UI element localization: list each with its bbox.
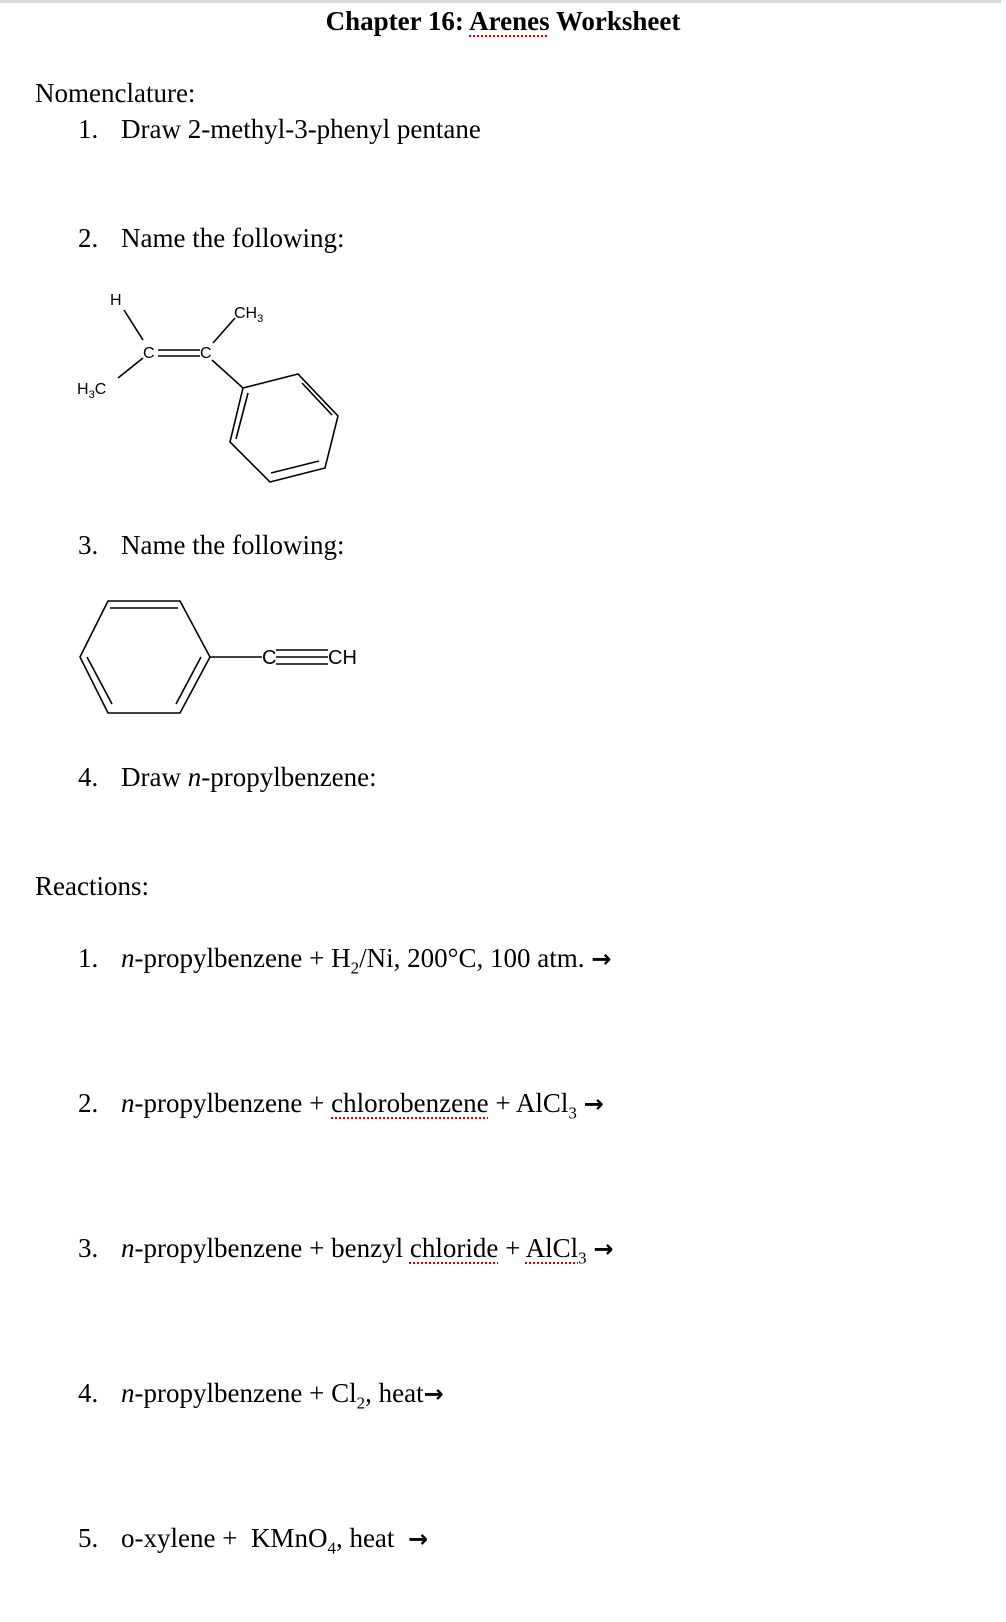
underlined-word: chlorobenzene bbox=[331, 1088, 489, 1118]
reaction-text: -propylbenzene + benzyl bbox=[134, 1233, 410, 1263]
subscript: 4 bbox=[327, 1538, 336, 1558]
reaction-number: 2. bbox=[78, 1088, 99, 1118]
question-text: Name the following: bbox=[121, 530, 345, 560]
reaction-tail: , heat bbox=[365, 1378, 424, 1408]
italic-n: n bbox=[121, 1088, 135, 1118]
right-arrow-icon: → bbox=[593, 1235, 614, 1263]
reaction-text: o-xylene + KMnO bbox=[121, 1523, 328, 1553]
question-number: 3. bbox=[78, 530, 99, 560]
question-number: 2. bbox=[78, 223, 99, 253]
reaction-number: 3. bbox=[78, 1233, 99, 1263]
title-underlined-word: Arenes bbox=[469, 6, 550, 36]
label-h3c: $H_3C$ bbox=[77, 381, 107, 401]
reaction-number: 4. bbox=[78, 1378, 99, 1408]
question-text: Name the following: bbox=[121, 223, 345, 253]
right-arrow-icon: → bbox=[407, 1525, 429, 1553]
label-ch3: $CH_3$ bbox=[234, 305, 264, 325]
reaction-5 bbox=[78, 1523, 428, 1558]
nomenclature-question-4 bbox=[78, 762, 377, 793]
italic-n: n bbox=[121, 943, 135, 973]
italic-n: n bbox=[121, 1233, 135, 1263]
question-text-post: -propylbenzene: bbox=[201, 762, 377, 792]
label-c-left: C bbox=[143, 345, 155, 362]
right-arrow-icon: → bbox=[583, 1090, 604, 1118]
label-ch: CH bbox=[328, 647, 357, 669]
reaction-number: 1. bbox=[78, 943, 99, 973]
underlined-word: chloride bbox=[409, 1233, 499, 1263]
reaction-number: 5. bbox=[78, 1523, 99, 1553]
subscript: 3 bbox=[568, 1103, 577, 1123]
reaction-mid: + bbox=[498, 1233, 526, 1263]
reaction-1 bbox=[78, 943, 611, 978]
right-arrow-icon: → bbox=[423, 1380, 444, 1408]
reaction-text: -propylbenzene + H bbox=[134, 943, 351, 973]
nomenclature-heading: Nomenclature: bbox=[35, 78, 196, 108]
reaction-4 bbox=[78, 1378, 444, 1413]
question-text-pre: Draw bbox=[121, 762, 188, 792]
question-number: 1. bbox=[78, 114, 99, 144]
label-c-right: C bbox=[200, 345, 212, 362]
subscript: 3 bbox=[578, 1248, 587, 1268]
reaction-text: -propylbenzene + bbox=[134, 1088, 332, 1118]
italic-n: n bbox=[121, 1378, 135, 1408]
italic-n: n bbox=[187, 762, 202, 792]
reaction-2 bbox=[78, 1088, 604, 1123]
right-margin bbox=[1001, 0, 1006, 1622]
question-text: Draw 2-methyl-3-phenyl pentane bbox=[121, 114, 481, 144]
reaction-tail: /Ni, 200°C, 100 atm. bbox=[359, 943, 592, 973]
title-suffix: Worksheet bbox=[549, 6, 681, 36]
subscript: 2 bbox=[356, 1393, 366, 1413]
subscript: 2 bbox=[350, 958, 360, 978]
label-c: C bbox=[262, 647, 277, 669]
underlined-word-2: AlCl bbox=[525, 1233, 579, 1263]
question-number: 4. bbox=[78, 762, 99, 792]
label-h: H bbox=[110, 292, 122, 309]
reaction-text: -propylbenzene + Cl bbox=[134, 1378, 357, 1408]
title-prefix: Chapter 16: bbox=[325, 6, 470, 36]
benzene-ring-2 bbox=[80, 601, 210, 713]
reaction-3 bbox=[78, 1233, 613, 1268]
reactions-heading: Reactions: bbox=[35, 871, 149, 901]
right-arrow-icon: → bbox=[591, 945, 612, 973]
reaction-tail: + AlCl bbox=[488, 1088, 569, 1118]
reaction-tail: , heat bbox=[335, 1523, 408, 1553]
